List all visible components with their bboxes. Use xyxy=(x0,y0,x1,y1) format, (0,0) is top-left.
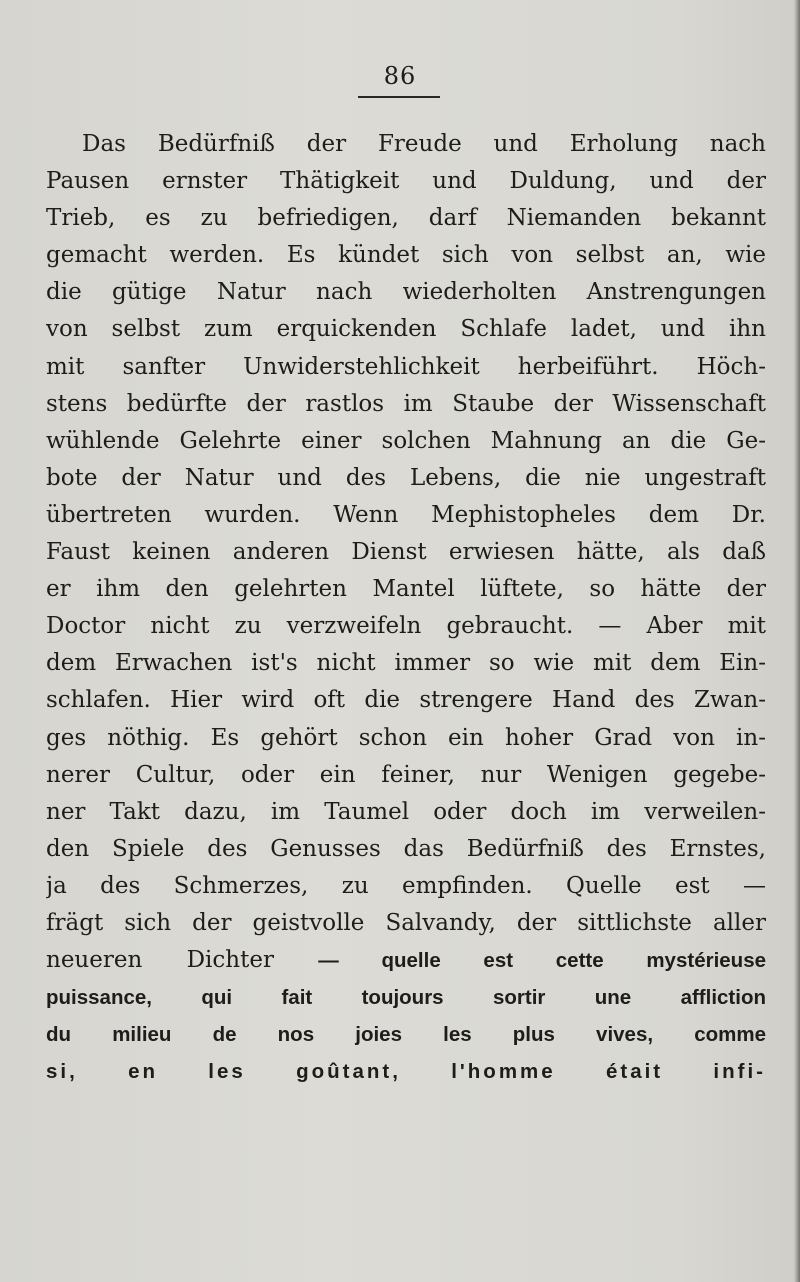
text-line: Doctor nicht zu verzweifeln gebraucht. — Aber mit xyxy=(46,613,766,640)
text-line: den Spiele des Genusses das Bedürfniß des Ernstes, xyxy=(46,835,766,862)
text-line: übertreten wurden. Wenn Mephistopheles dem Dr. xyxy=(46,501,766,528)
page-edge-shadow xyxy=(794,0,800,1282)
text-line-french: puissance, qui fait toujours sortir une affliction xyxy=(46,986,766,1010)
page-number-rule xyxy=(358,96,440,98)
text-line: stens bedürfte der rastlos im Staube der Wissenschaft xyxy=(46,390,766,417)
text-line: Faust keinen anderen Dienst erwiesen hätte, als daß xyxy=(46,539,766,566)
text-line: von selbst zum erquickenden Schlafe ladet, und ihn xyxy=(46,316,766,343)
text-run-french: — quelle est cette mystérieuse xyxy=(318,949,766,973)
text-run-german: neueren Dichter xyxy=(46,947,319,974)
text-line: nerer Cultur, oder ein feiner, nur Wenigen gegebe- xyxy=(46,761,766,788)
body-text xyxy=(46,126,766,1090)
text-line: wühlende Gelehrte einer solchen Mahnung an die Ge- xyxy=(46,427,766,454)
text-line-french: si, en les goûtant, l'homme était infi- xyxy=(46,1060,766,1084)
text-line: schlafen. Hier wird oft die strengere Hand des Zwan- xyxy=(46,687,766,714)
page-number: 86 xyxy=(383,62,417,90)
text-line-mixed xyxy=(46,942,766,979)
text-line: mit sanfter Unwiderstehlichkeit herbeiführt. Höch- xyxy=(46,353,766,380)
text-line: Pausen ernster Thätigkeit und Duldung, und der xyxy=(46,168,766,195)
text-line: ja des Schmerzes, zu empfinden. Quelle est — xyxy=(46,872,766,899)
text-line: gemacht werden. Es kündet sich von selbst an, wie xyxy=(46,242,766,269)
text-line: er ihm den gelehrten Mantel lüftete, so hätte der xyxy=(46,576,766,603)
text-line: bote der Natur und des Lebens, die nie ungestraft xyxy=(46,464,766,491)
text-line: die gütige Natur nach wiederholten Anstrengungen xyxy=(46,279,766,306)
text-line-french: du milieu de nos joies les plus vives, comme xyxy=(46,1023,766,1047)
text-line: ges nöthig. Es gehört schon ein hoher Grad von in- xyxy=(46,724,766,751)
text-line: ner Takt dazu, im Taumel oder doch im verweilen- xyxy=(46,798,766,825)
text-line: Trieb, es zu befriedigen, darf Niemanden bekannt xyxy=(46,205,766,232)
text-line: Das Bedürfniß der Freude und Erholung nach xyxy=(82,131,766,157)
text-line: frägt sich der geistvolle Salvandy, der sittlichste aller xyxy=(46,909,766,936)
text-line: dem Erwachen ist's nicht immer so wie mit dem Ein- xyxy=(46,650,766,677)
